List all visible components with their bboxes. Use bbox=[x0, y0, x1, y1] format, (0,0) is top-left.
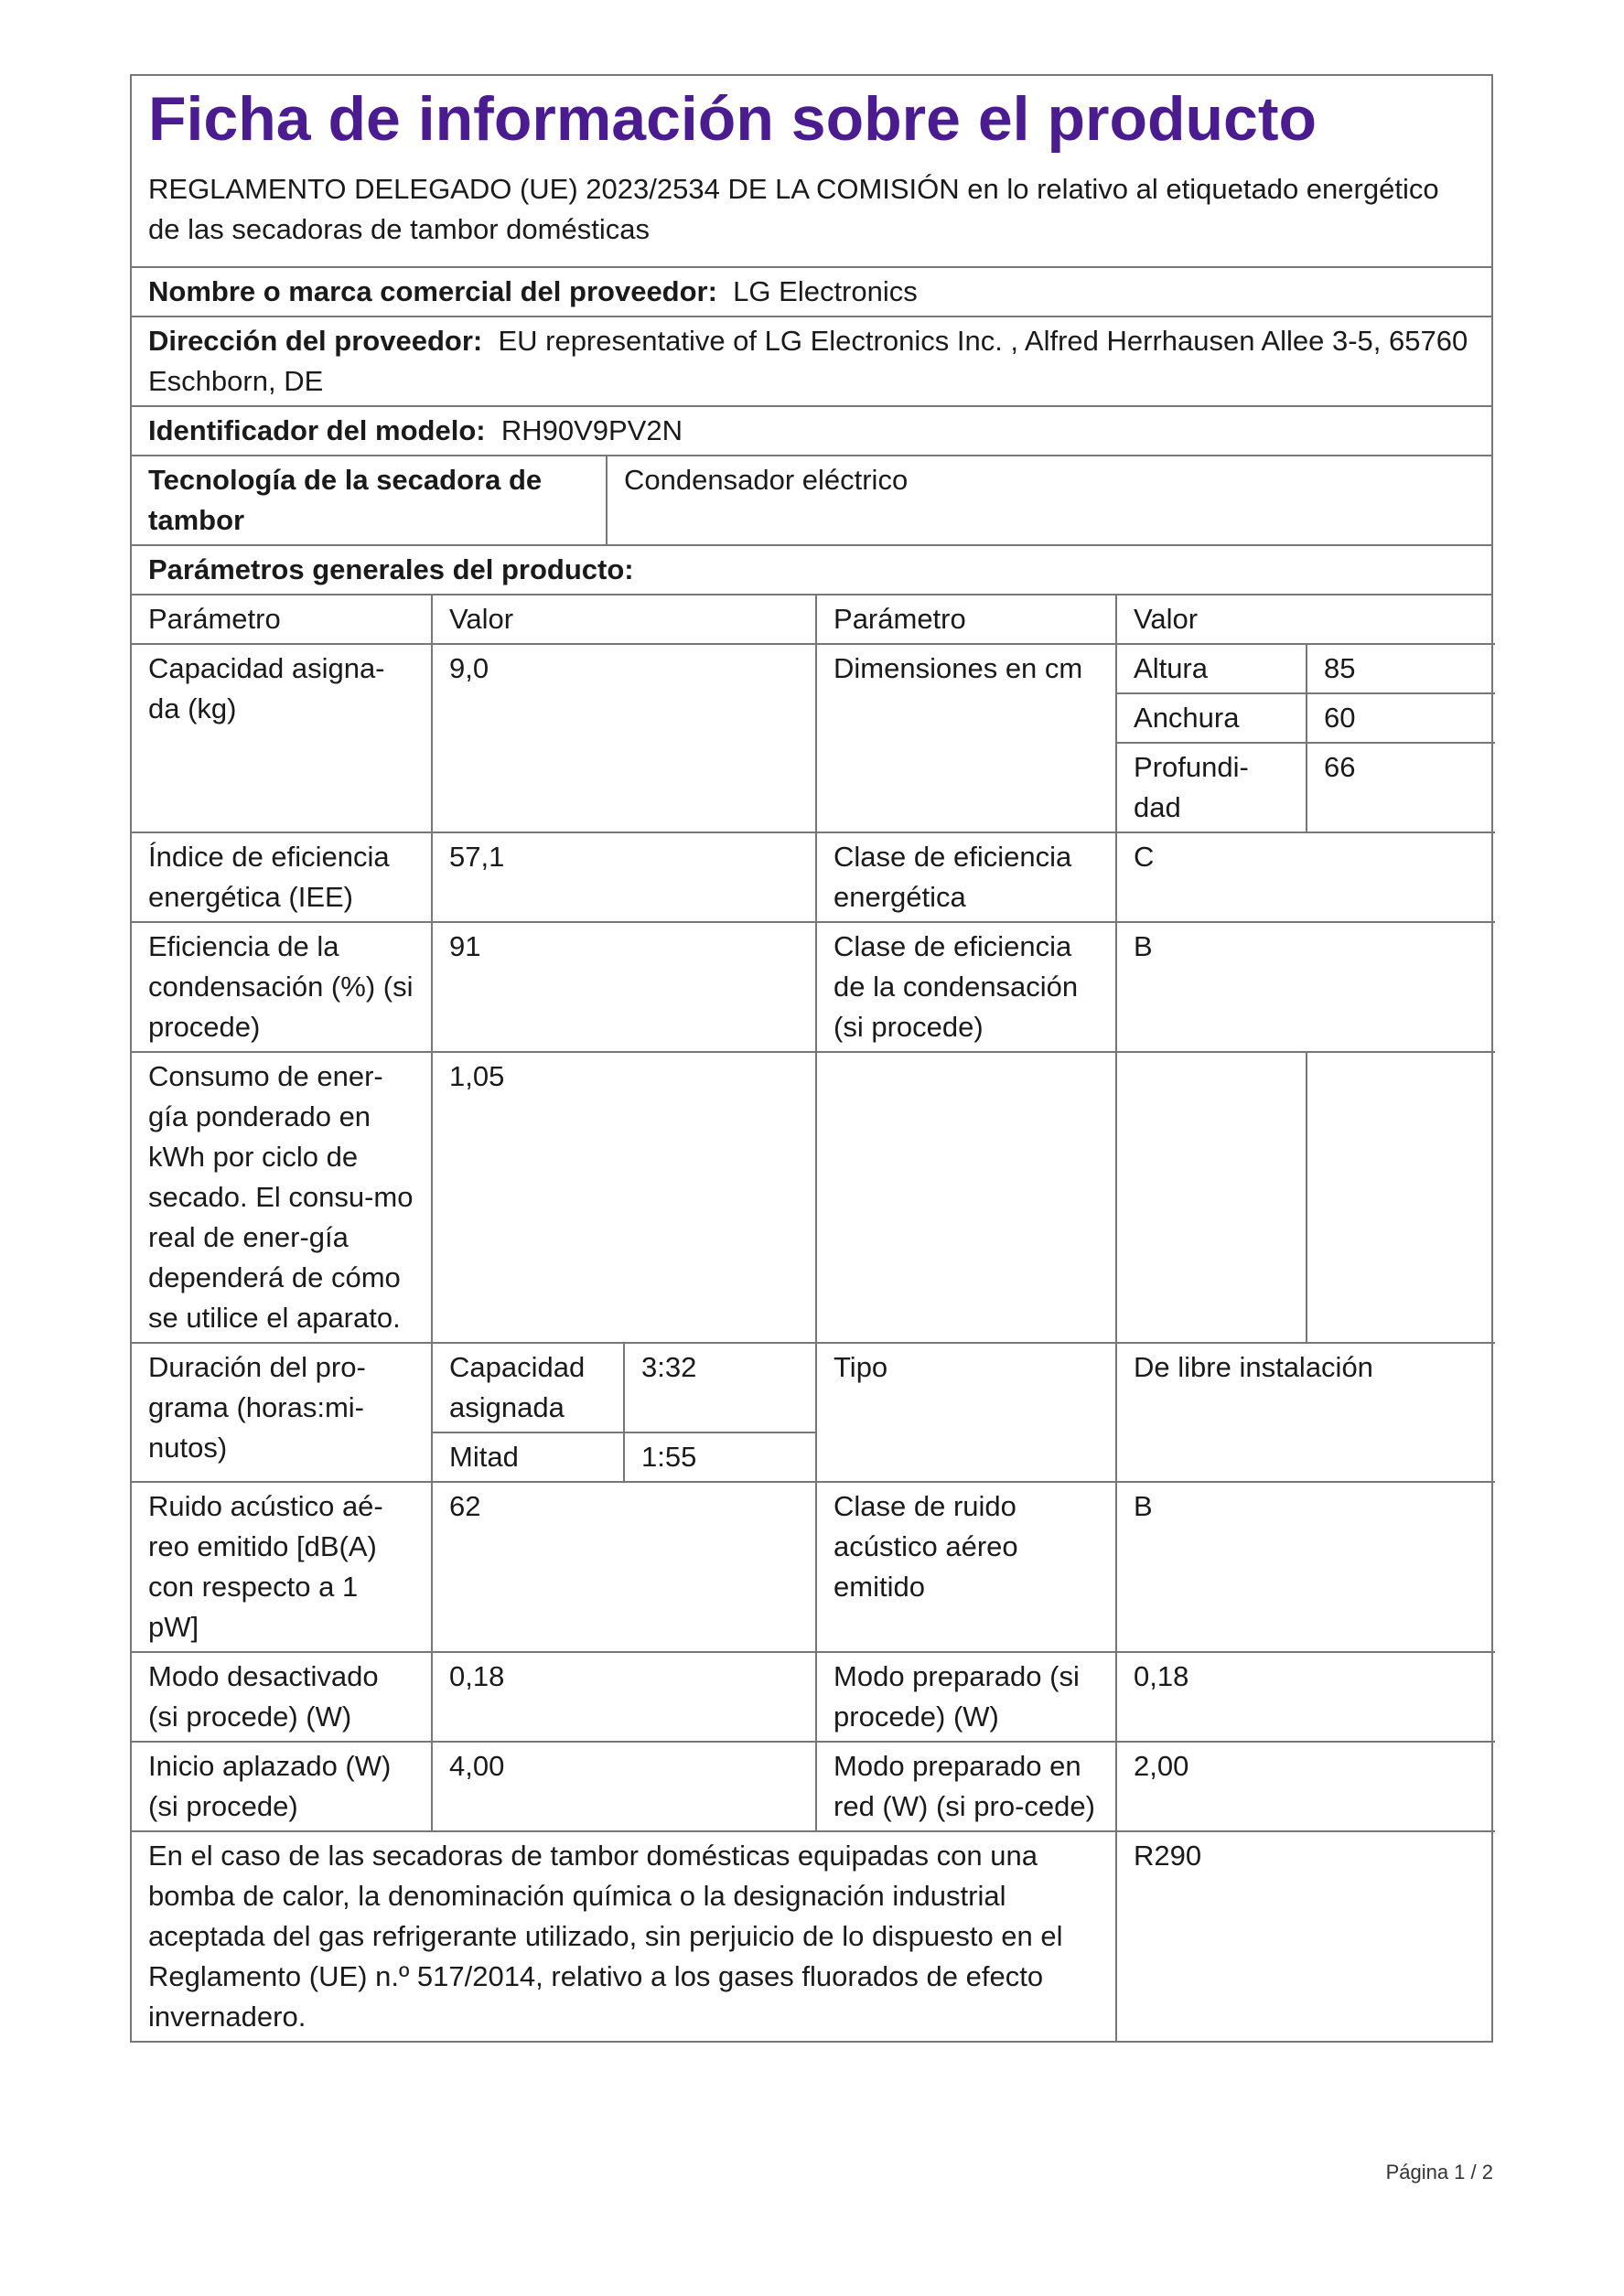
off-mode-value: 0,18 bbox=[432, 1652, 816, 1742]
width-label: Anchura bbox=[1116, 693, 1307, 743]
eei-label: Índice de eficiencia energética (IEE) bbox=[132, 832, 432, 922]
empty-cell bbox=[816, 1052, 1116, 1343]
params-heading-row bbox=[132, 546, 1491, 595]
table-row bbox=[132, 1652, 1495, 1742]
params-heading: Parámetros generales del producto: bbox=[148, 553, 634, 586]
width-value: 60 bbox=[1307, 693, 1495, 743]
model-identifier-row bbox=[132, 407, 1491, 456]
program-duration-label: Duración del pro-grama (horas:mi-nutos) bbox=[132, 1343, 432, 1482]
technology-row bbox=[132, 456, 1491, 546]
duration-full-value: 3:32 bbox=[624, 1343, 816, 1432]
table-row bbox=[132, 832, 1495, 922]
refrigerant-value: R290 bbox=[1116, 1831, 1495, 2041]
height-value: 85 bbox=[1307, 644, 1495, 693]
table-row bbox=[132, 1482, 1495, 1652]
energy-class-value: C bbox=[1116, 832, 1495, 922]
condensation-efficiency-label: Eficiencia de la condensación (%) (si procede) bbox=[132, 922, 432, 1052]
duration-full-label: Capacidad asignada bbox=[432, 1343, 624, 1432]
header-value-2: Valor bbox=[1116, 595, 1495, 644]
capacity-label: Capacidad asigna-da (kg) bbox=[132, 644, 432, 832]
noise-class-value: B bbox=[1116, 1482, 1495, 1652]
condensation-class-label: Clase de eficiencia de la condensación (si procede) bbox=[816, 922, 1116, 1052]
table-row bbox=[132, 1742, 1495, 1831]
supplier-address-row bbox=[132, 317, 1491, 407]
header-block bbox=[132, 76, 1491, 268]
page-title: Ficha de información sobre el producto bbox=[148, 84, 1317, 154]
table-row bbox=[132, 1831, 1495, 2041]
refrigerant-label: En el caso de las secadoras de tambor domésticas equipadas con una bomba de calor, la denominación química o la designación industrial aceptada del gas refrigerante utilizado, sin perjuicio de lo dispuesto en el Reglamento (UE) n.º 517/2014, relativo a los gases fluorados de efecto invernadero. bbox=[132, 1831, 1116, 2041]
noise-value: 62 bbox=[432, 1482, 816, 1652]
height-label: Altura bbox=[1116, 644, 1307, 693]
networked-standby-label: Modo preparado en red (W) (si pro-cede) bbox=[816, 1742, 1116, 1831]
type-value: De libre instalación bbox=[1116, 1343, 1495, 1482]
supplier-address-label: Dirección del proveedor: bbox=[148, 325, 483, 358]
off-mode-label: Modo desactivado (si procede) (W) bbox=[132, 1652, 432, 1742]
header-parameter-1: Parámetro bbox=[132, 595, 432, 644]
networked-standby-value: 2,00 bbox=[1116, 1742, 1495, 1831]
model-identifier-label: Identificador del modelo: bbox=[148, 414, 486, 447]
noise-class-label: Clase de ruido acústico aéreo emitido bbox=[816, 1482, 1116, 1652]
type-label: Tipo bbox=[816, 1343, 1116, 1482]
delay-start-value: 4,00 bbox=[432, 1742, 816, 1831]
supplier-address-value: EU representative of LG Electronics Inc. , Alfred Herrhausen Allee 3-5, 65760 Eschborn, DE bbox=[148, 325, 1468, 398]
depth-label: Profundi-dad bbox=[1116, 743, 1307, 832]
technology-label: Tecnología de la secadora de tambor bbox=[132, 456, 608, 544]
eei-value: 57,1 bbox=[432, 832, 816, 922]
condensation-efficiency-value: 91 bbox=[432, 922, 816, 1052]
noise-label: Ruido acústico aé-reo emitido [dB(A) con respecto a 1 pW] bbox=[132, 1482, 432, 1652]
header-parameter-2: Parámetro bbox=[816, 595, 1116, 644]
duration-half-label: Mitad bbox=[432, 1432, 624, 1482]
header-value-1: Valor bbox=[432, 595, 816, 644]
table-row bbox=[132, 922, 1495, 1052]
table-row bbox=[132, 1343, 1495, 1432]
energy-class-label: Clase de eficiencia energética bbox=[816, 832, 1116, 922]
capacity-value: 9,0 bbox=[432, 644, 816, 832]
supplier-name-label: Nombre o marca comercial del proveedor: bbox=[148, 275, 717, 308]
condensation-class-value: B bbox=[1116, 922, 1495, 1052]
empty-cell bbox=[1116, 1052, 1307, 1343]
empty-cell bbox=[1307, 1052, 1495, 1343]
energy-consumption-value: 1,05 bbox=[432, 1052, 816, 1343]
delay-start-label: Inicio aplazado (W) (si procede) bbox=[132, 1742, 432, 1831]
table-row bbox=[132, 1052, 1495, 1343]
product-information-sheet bbox=[130, 74, 1493, 2043]
supplier-name-row bbox=[132, 268, 1491, 317]
table-row bbox=[132, 644, 1495, 693]
technology-value: Condensador eléctrico bbox=[624, 464, 909, 497]
parameters-table bbox=[132, 595, 1495, 2041]
duration-half-value: 1:55 bbox=[624, 1432, 816, 1482]
depth-value: 66 bbox=[1307, 743, 1495, 832]
standby-mode-value: 0,18 bbox=[1116, 1652, 1495, 1742]
standby-mode-label: Modo preparado (si procede) (W) bbox=[816, 1652, 1116, 1742]
model-identifier-value: RH90V9PV2N bbox=[500, 414, 683, 447]
table-header-row bbox=[132, 595, 1495, 644]
page-number: Página 1 / 2 bbox=[1385, 2161, 1493, 2183]
regulation-subtitle: REGLAMENTO DELEGADO (UE) 2023/2534 DE LA COMISIÓN en lo relativo al etiquetado energético de las secadoras de tambor domésticas bbox=[148, 173, 1439, 246]
supplier-name-value: LG Electronics bbox=[733, 275, 918, 308]
dimensions-label: Dimensiones en cm bbox=[816, 644, 1116, 832]
energy-consumption-label: Consumo de ener-gía ponderado en kWh por ciclo de secado. El consu-mo real de ener-gía dependerá de cómo se utilice el aparato. bbox=[132, 1052, 432, 1343]
